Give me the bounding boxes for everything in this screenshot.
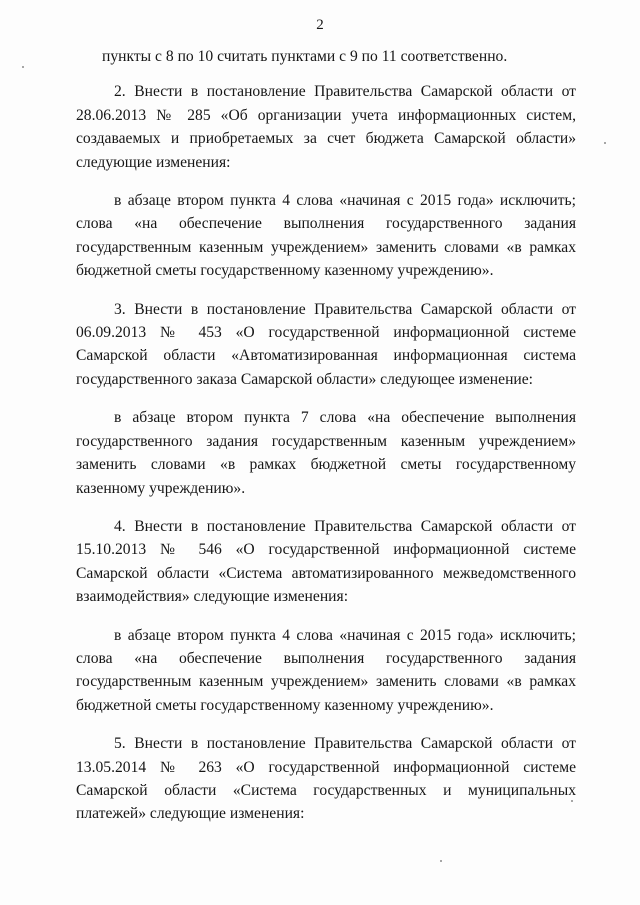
paragraph-item-4-change: в абзаце втором пункта 4 слова «начиная с 2015 года» исключить; слова «на обеспечение выполнения государственного задания государственным казенным учреждением» заменить словами «в рамках бюджетной сметы государственному казенному учреждению». [76,626,576,714]
page-number: 2 [316,17,324,33]
paragraph-item-5: 5. Внести в постановление Правительства Самарской области от 13.05.2014 № 263 «О государственной информационной системе Самарской области «Система государственных и муниципальных платежей» следующие изменения: [76,735,576,823]
document-body [76,45,576,826]
paragraph-item-2-change: в абзаце втором пункта 4 слова «начиная с 2015 года» исключить; слова «на обеспечение выполнения государственного задания государственным казенным учреждением» заменить словами «в рамках бюджетной сметы государственному казенному учреждению». [76,192,576,280]
scan-speck [604,142,606,144]
paragraph-item-4: 4. Внести в постановление Правительства Самарской области от 15.10.2013 № 546 «О государственной информационной системе Самарской области «Система автоматизированного межведомственного взаимодействия» следующие изменения: [76,517,576,606]
scan-speck [571,800,573,802]
paragraph-item-3-change: в абзаце втором пункта 7 слова «на обеспечение выполнения государственного задания государственным казенным учреждением» заменить словами «в рамках бюджетной сметы государственному казенному учреждению». [76,409,576,497]
paragraph-item-2: 2. Внести в постановление Правительства Самарской области от 28.06.2013 № 285 «Об организации учета информационных систем, создаваемых и приобретаемых за счет бюджета Самарской области» следующие изменения: [76,83,576,171]
scan-speck [22,66,24,68]
paragraph-item-3: 3. Внести в постановление Правительства Самарской области от 06.09.2013 № 453 «О государственной информационной системе Самарской области «Автоматизированная информационная система государственного заказа Самарской области» следующее изменение: [76,300,576,388]
paragraph-continuation: пункты с 8 по 10 считать пунктами с 9 по 11 соответственно. [102,48,508,65]
scan-speck [440,860,442,862]
